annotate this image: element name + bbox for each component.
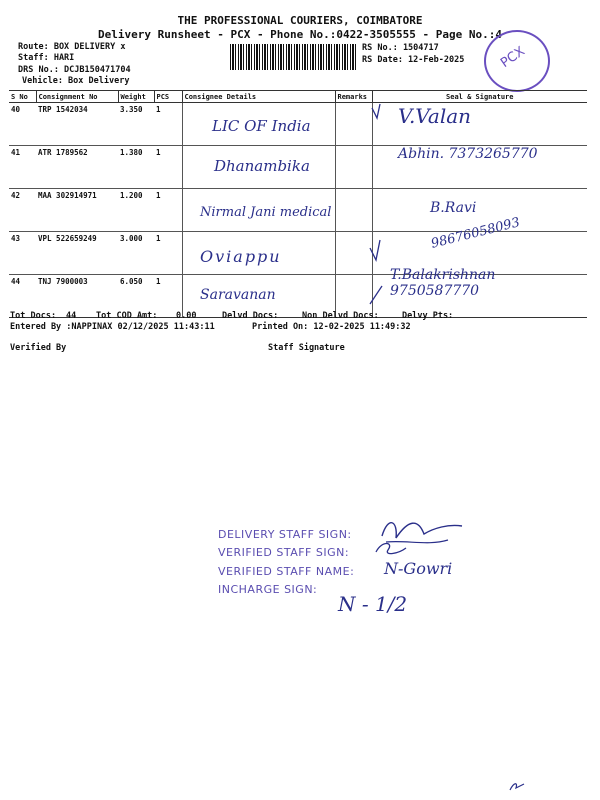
rs-date: RS Date: 12-Feb-2025: [362, 55, 465, 65]
cell-weight: 3.350: [118, 103, 154, 146]
stamp-incharge-sign: INCHARGE SIGN:: [218, 583, 318, 596]
runsheet-subtitle: Delivery Runsheet - PCX - Phone No.:0422-3505555 - Page No.:4: [98, 28, 502, 41]
stamp-delivery-staff-sign: DELIVERY STAFF SIGN:: [218, 528, 352, 541]
route-label: Route: BOX DELIVERY x: [18, 42, 126, 52]
delvy-pts-label: Delvy Pts:: [402, 311, 454, 321]
cell-pcs: 1: [154, 232, 182, 275]
corner-mark: [508, 778, 528, 794]
company-title: THE PROFESSIONAL COURIERS, COIMBATORE: [177, 14, 423, 27]
tot-cod-value: 0.00: [176, 311, 197, 321]
handwritten-consignee: Dhanambika: [214, 157, 310, 175]
table-header-row: [9, 91, 587, 103]
handwritten-incharge-sign: N - 1/2: [338, 592, 408, 616]
cell-weight: 3.000: [118, 232, 154, 275]
handwritten-staff-name: N-Gowri: [384, 559, 453, 578]
vehicle-label: Vehicle: Box Delivery: [22, 76, 130, 86]
cell-sno: 41: [9, 146, 36, 189]
tot-cod-label: Tot COD Amt:: [96, 311, 158, 321]
staff-signature-label: Staff Signature: [268, 343, 345, 353]
handwritten-signature: 98676058093: [429, 215, 522, 252]
cell-weight: 1.200: [118, 189, 154, 232]
cell-consignment: TNJ 7900003: [36, 275, 118, 318]
tot-docs-label: Tot Docs:: [10, 311, 57, 321]
handwritten-consignee: Oviappu: [200, 247, 282, 266]
cell-consignment: ATR 1789562: [36, 146, 118, 189]
cell-remarks: [335, 103, 372, 146]
drs-number: DRS No.: DCJB150471704: [18, 65, 131, 75]
cell-sno: 42: [9, 189, 36, 232]
barcode: [230, 44, 356, 70]
non-delvd-docs-label: Non Delvd Docs:: [302, 311, 379, 321]
cell-sno: 44: [9, 275, 36, 318]
handwritten-signature: B.Ravi: [430, 200, 477, 216]
col-header-pcs: PCS: [154, 91, 182, 103]
cell-weight: 6.050: [118, 275, 154, 318]
handwritten-signature: T.Balakrishnan 9750587770: [390, 267, 496, 299]
tot-docs-value: 44: [66, 311, 77, 321]
cell-weight: 1.380: [118, 146, 154, 189]
cell-sno: 40: [9, 103, 36, 146]
col-header-remarks: Remarks: [335, 91, 372, 103]
col-header-consignee: Consignee Details: [182, 91, 335, 103]
delvd-docs-label: Delvd Docs:: [222, 311, 279, 321]
cell-pcs: 1: [154, 146, 182, 189]
handwritten-consignee: Saravanan: [200, 287, 276, 303]
stamp-verified-staff-sign: VERIFIED STAFF SIGN:: [218, 546, 350, 559]
verified-by-label: Verified By: [10, 343, 67, 353]
handwritten-consignee: Nirmal Jani medical: [200, 205, 332, 220]
printed-on: Printed On: 12-02-2025 11:49:32: [252, 322, 411, 332]
cell-pcs: 1: [154, 275, 182, 318]
pcx-stamp-text: PCX: [498, 43, 528, 72]
cell-remarks: [335, 189, 372, 232]
col-header-sno: S No: [9, 91, 36, 103]
cell-consignment: VPL 522659249: [36, 232, 118, 275]
cell-remarks: [335, 232, 372, 275]
stamp-verified-staff-name: VERIFIED STAFF NAME:: [218, 565, 355, 578]
verified-staff-scribble: [372, 538, 412, 558]
handwritten-signature: V.Valan: [398, 104, 472, 128]
cell-consignment: MAA 302914971: [36, 189, 118, 232]
cell-pcs: 1: [154, 103, 182, 146]
col-header-seal: Seal & Signature: [372, 91, 587, 103]
pcx-round-stamp: [484, 30, 550, 92]
remarks-tick-marks: [368, 100, 388, 310]
staff-label: Staff: HARI: [18, 53, 75, 63]
col-header-consignment: Consignment No: [36, 91, 118, 103]
handwritten-signature: Abhin. 7373265770: [398, 146, 538, 162]
rs-number: RS No.: 1504717: [362, 43, 439, 53]
col-header-weight: Weight: [118, 91, 154, 103]
cell-pcs: 1: [154, 189, 182, 232]
handwritten-consignee: LIC OF India: [212, 117, 311, 135]
entered-by: Entered By :NAPPINAX 02/12/2025 11:43:11: [10, 322, 215, 332]
cell-remarks: [335, 146, 372, 189]
cell-consignment: TRP 1542034: [36, 103, 118, 146]
cell-sno: 43: [9, 232, 36, 275]
